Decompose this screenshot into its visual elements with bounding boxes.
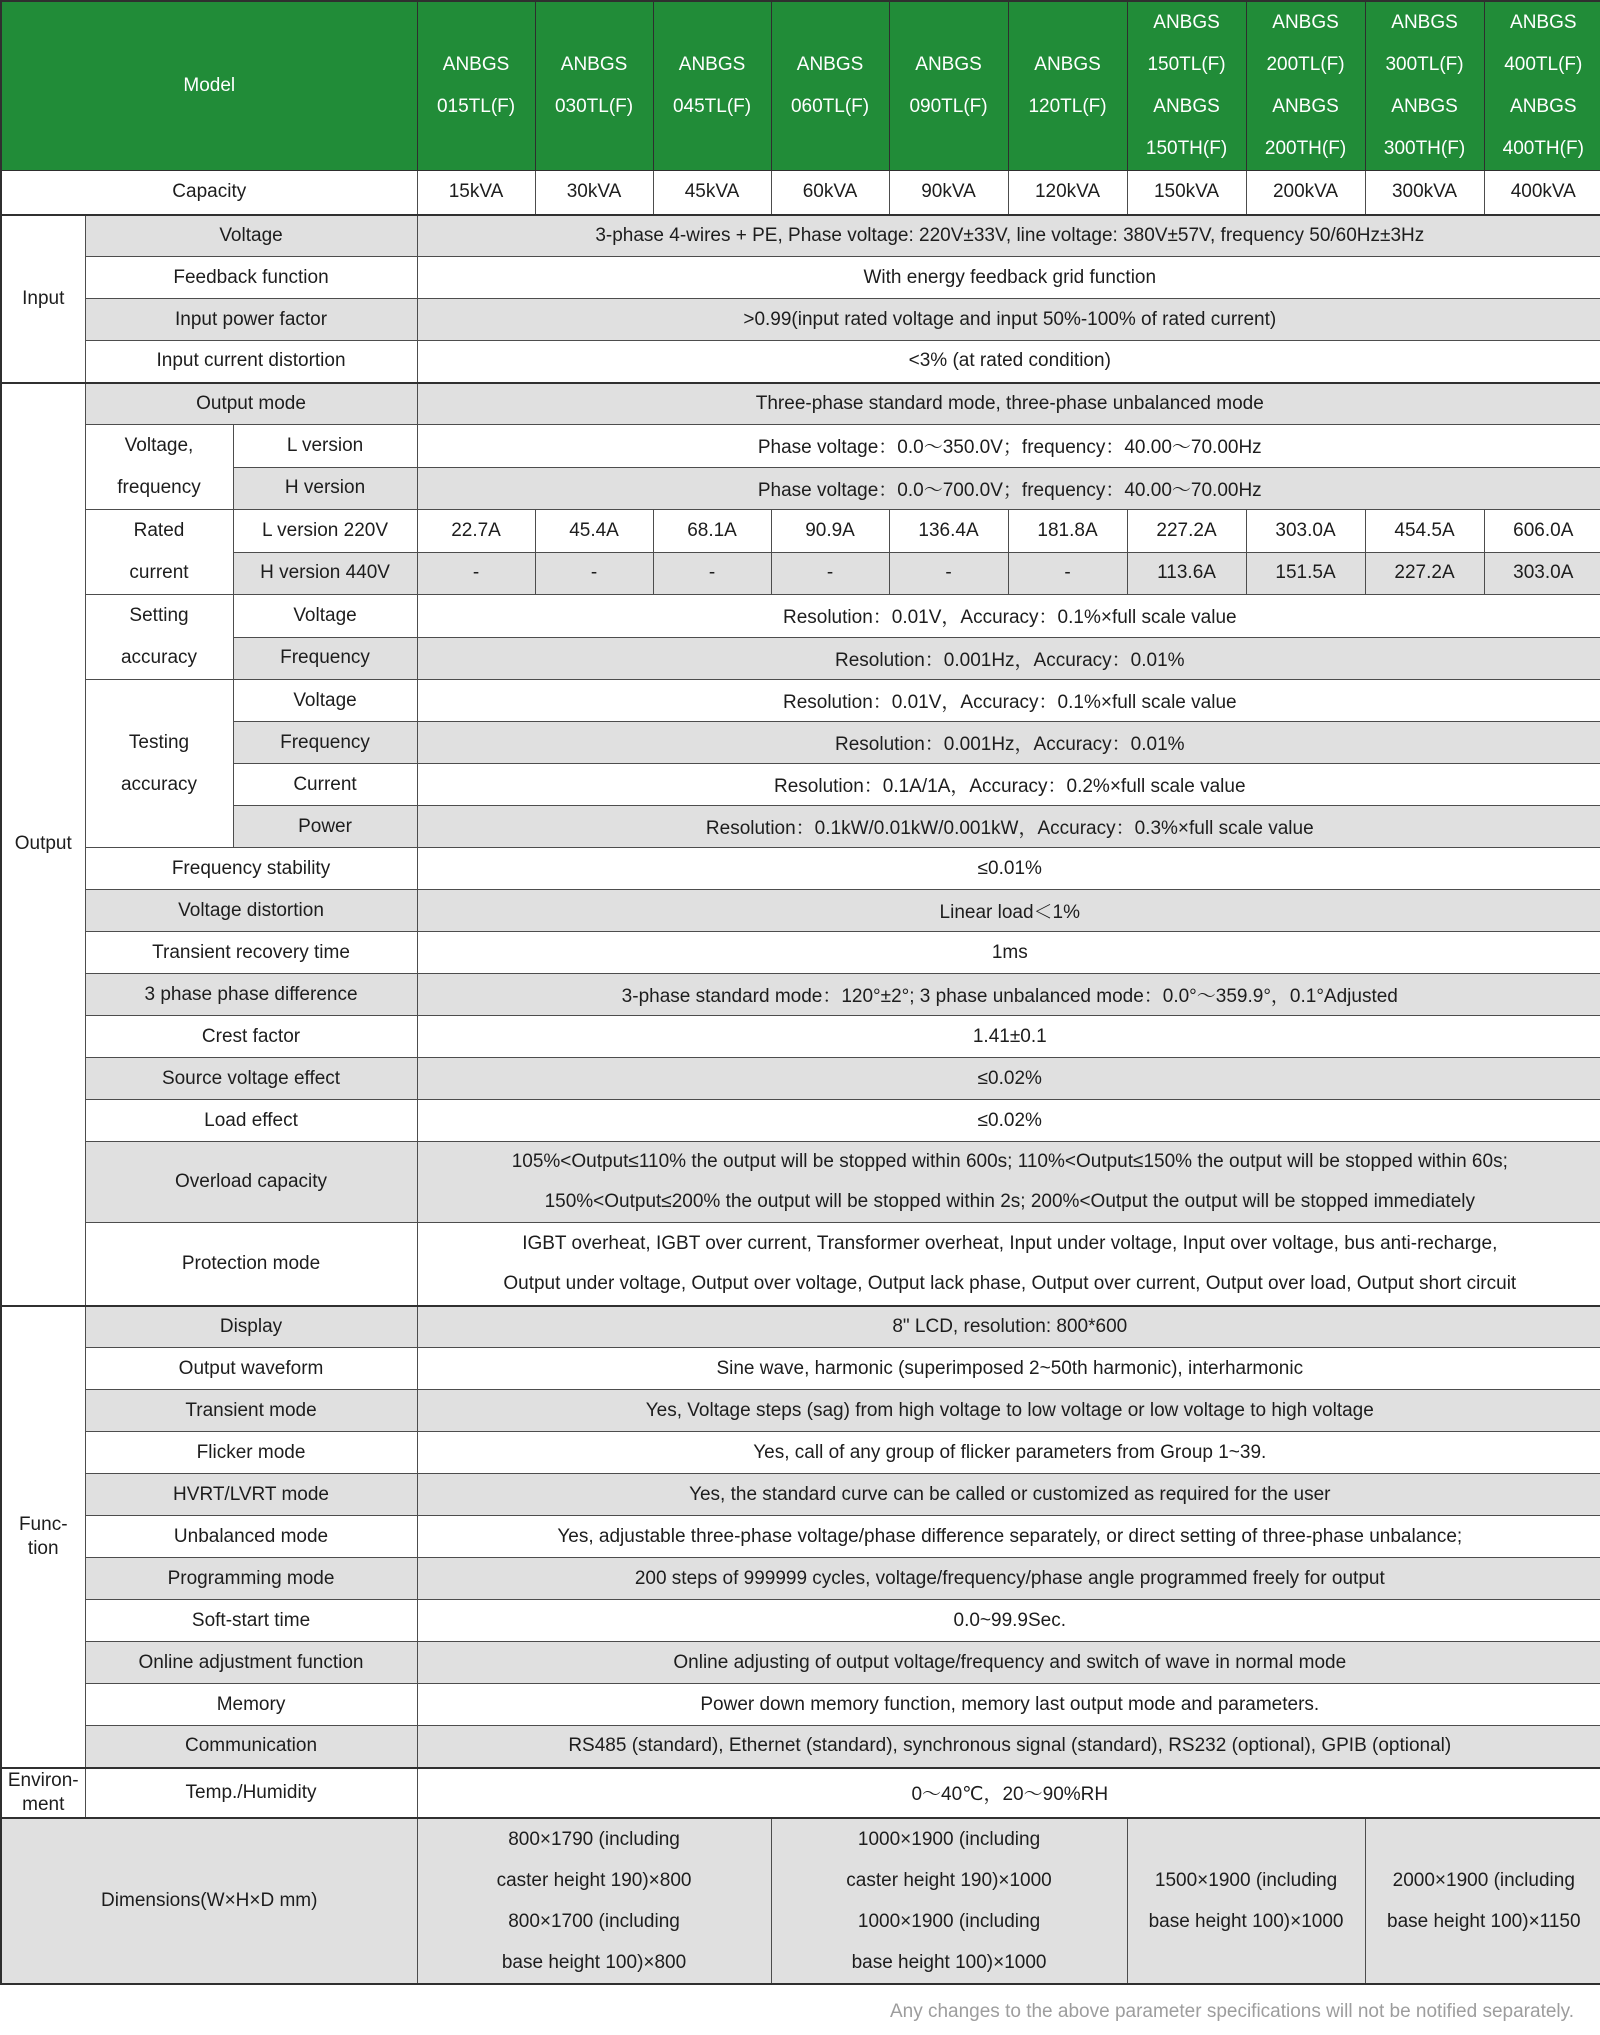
model-name: 150TH(F) bbox=[1145, 138, 1228, 159]
row-label: Power bbox=[233, 806, 417, 848]
model-name: ANBGS bbox=[1034, 54, 1101, 75]
dimensions-value bbox=[417, 1818, 771, 1984]
group-label-line: Setting bbox=[129, 605, 189, 626]
model-name: 030TL(F) bbox=[554, 96, 634, 117]
model-header-label: Model bbox=[1, 1, 417, 171]
dimensions-value bbox=[1365, 1818, 1600, 1984]
dimensions-value bbox=[1127, 1818, 1365, 1984]
capacity-value: 90kVA bbox=[889, 171, 1008, 215]
value-line: IGBT overheat, IGBT over current, Transformer overheat, Input under voltage, Input over voltage, bus anti-recharge, bbox=[522, 1232, 1498, 1254]
dimensions-row bbox=[1, 1818, 1600, 1984]
section-label-output: Output bbox=[1, 383, 85, 1306]
spec-row bbox=[1, 1432, 1600, 1474]
capacity-value: 200kVA bbox=[1246, 171, 1365, 215]
model-name: ANBGS bbox=[442, 54, 510, 75]
row-label: Voltage bbox=[85, 215, 417, 257]
row-label: Online adjustment function bbox=[85, 1642, 417, 1684]
row-label: Soft-start time bbox=[85, 1600, 417, 1642]
spec-row bbox=[1, 341, 1600, 383]
row-label: Load effect bbox=[85, 1100, 417, 1142]
section-label-input: Input bbox=[1, 215, 85, 383]
model-name: ANBGS bbox=[1510, 96, 1577, 117]
spec-row bbox=[1, 215, 1600, 257]
spec-row bbox=[1, 1348, 1600, 1390]
row-label: L version bbox=[233, 425, 417, 468]
model-name: ANBGS bbox=[1153, 96, 1220, 117]
row-label: Programming mode bbox=[85, 1558, 417, 1600]
model-name: 045TL(F) bbox=[672, 96, 752, 117]
value-line: 150%<Output≤200% the output will be stopped within 2s; 200%<Output the output will be stopped immediately bbox=[544, 1191, 1475, 1212]
rated-current-value: 22.7A bbox=[417, 510, 535, 553]
spec-row bbox=[1, 1558, 1600, 1600]
section-label-line: ment bbox=[22, 1793, 65, 1815]
row-value: ≤0.02% bbox=[417, 1100, 1600, 1142]
spec-row bbox=[1, 1516, 1600, 1558]
row-label: Voltage bbox=[233, 680, 417, 722]
row-label: Feedback function bbox=[85, 257, 417, 299]
row-label: 3 phase phase difference bbox=[85, 974, 417, 1016]
spec-row bbox=[1, 425, 1600, 468]
row-label: Transient mode bbox=[85, 1390, 417, 1432]
row-value: Resolution：0.1A/1A，Accuracy：0.2%×full scale value bbox=[417, 764, 1600, 806]
model-name: 200TL(F) bbox=[1266, 54, 1345, 75]
model-header-cell bbox=[1484, 1, 1600, 171]
value-line: 105%<Output≤110% the output will be stopped within 600s; 110%<Output≤150% the output will be stopped within 60s; bbox=[511, 1151, 1508, 1172]
group-label-line: Testing bbox=[128, 731, 190, 753]
row-value: Phase voltage：0.0～700.0V；frequency：40.00～70.00Hz bbox=[417, 467, 1600, 510]
rated-current-value: 90.9A bbox=[771, 510, 889, 553]
value-line: 1000×1900 (including bbox=[857, 1910, 1041, 1932]
spec-row bbox=[1, 510, 1600, 553]
spec-row bbox=[1, 1142, 1600, 1223]
row-label: Current bbox=[233, 764, 417, 806]
rated-current-value: - bbox=[1008, 552, 1127, 595]
spec-row bbox=[1, 848, 1600, 890]
model-name: ANBGS bbox=[1391, 12, 1458, 33]
row-label: Display bbox=[85, 1306, 417, 1348]
group-label-line: frequency bbox=[117, 477, 201, 498]
row-label: Protection mode bbox=[85, 1223, 417, 1306]
spec-row bbox=[1, 552, 1600, 595]
row-value: 1ms bbox=[417, 932, 1600, 974]
row-value: 8" LCD, resolution: 800*600 bbox=[417, 1306, 1600, 1348]
value-line: 800×1700 (including bbox=[508, 1910, 680, 1932]
row-label: Output waveform bbox=[85, 1348, 417, 1390]
model-header-cell bbox=[535, 1, 653, 171]
row-value: <3% (at rated condition) bbox=[417, 341, 1600, 383]
row-value: With energy feedback grid function bbox=[417, 257, 1600, 299]
section-label-environment bbox=[1, 1768, 85, 1818]
spec-row bbox=[1, 299, 1600, 341]
model-name: ANBGS bbox=[1391, 96, 1458, 117]
rated-current-value: - bbox=[417, 552, 535, 595]
row-label: HVRT/LVRT mode bbox=[85, 1474, 417, 1516]
model-header-cell bbox=[1246, 1, 1365, 171]
section-label-line: tion bbox=[27, 1537, 59, 1559]
capacity-value: 120kVA bbox=[1008, 171, 1127, 215]
spec-row bbox=[1, 1684, 1600, 1726]
row-value bbox=[417, 1223, 1600, 1306]
row-label: Transient recovery time bbox=[85, 932, 417, 974]
row-label: Unbalanced mode bbox=[85, 1516, 417, 1558]
group-label-line: current bbox=[129, 562, 189, 583]
rated-current-value: 227.2A bbox=[1365, 552, 1484, 595]
spec-row bbox=[1, 806, 1600, 848]
row-value: Resolution：0.001Hz，Accuracy：0.01% bbox=[417, 722, 1600, 764]
spec-row bbox=[1, 1768, 1600, 1818]
rated-current-value: 68.1A bbox=[653, 510, 771, 553]
row-value: Yes, call of any group of flicker parameters from Group 1~39. bbox=[417, 1432, 1600, 1474]
spec-row bbox=[1, 257, 1600, 299]
spec-row bbox=[1, 1306, 1600, 1348]
row-value: Sine wave, harmonic (superimposed 2~50th harmonic), interharmonic bbox=[417, 1348, 1600, 1390]
spec-row bbox=[1, 467, 1600, 510]
row-value: Resolution：0.01V，Accuracy：0.1%×full scale value bbox=[417, 680, 1600, 722]
row-label: Voltage bbox=[233, 595, 417, 638]
row-value: Linear load＜1% bbox=[417, 890, 1600, 932]
capacity-value: 15kVA bbox=[417, 171, 535, 215]
group-label-line: accuracy bbox=[120, 647, 198, 668]
row-value: 3-phase standard mode：120°±2°; 3 phase unbalanced mode：0.0°～359.9°，0.1°Adjusted bbox=[417, 974, 1600, 1016]
model-name: 120TL(F) bbox=[1028, 96, 1107, 117]
row-value bbox=[417, 1142, 1600, 1223]
rated-current-value: 227.2A bbox=[1127, 510, 1246, 553]
capacity-row bbox=[1, 171, 1600, 215]
spec-row bbox=[1, 764, 1600, 806]
model-name: ANBGS bbox=[1272, 12, 1339, 33]
row-value: ≤0.01% bbox=[417, 848, 1600, 890]
row-value: Yes, adjustable three-phase voltage/phase difference separately, or direct setting of three-phase unbalance; bbox=[417, 1516, 1600, 1558]
group-label-line: accuracy bbox=[120, 773, 198, 795]
row-value: Resolution：0.001Hz，Accuracy：0.01% bbox=[417, 637, 1600, 680]
model-name: ANBGS bbox=[1153, 12, 1220, 33]
model-header-row bbox=[1, 1, 1600, 171]
row-label: Input current distortion bbox=[85, 341, 417, 383]
row-label: Frequency stability bbox=[85, 848, 417, 890]
spec-row bbox=[1, 890, 1600, 932]
rated-current-value: - bbox=[889, 552, 1008, 595]
spec-row bbox=[1, 1100, 1600, 1142]
spec-row bbox=[1, 722, 1600, 764]
row-value: 0.0~99.9Sec. bbox=[417, 1600, 1600, 1642]
model-name: ANBGS bbox=[1272, 96, 1339, 117]
spec-row bbox=[1, 680, 1600, 722]
model-name: 300TL(F) bbox=[1385, 54, 1464, 75]
spec-row bbox=[1, 1642, 1600, 1684]
model-name: 090TL(F) bbox=[909, 96, 988, 117]
rated-current-value: 303.0A bbox=[1484, 552, 1600, 595]
value-line: 1500×1900 (including bbox=[1154, 1869, 1338, 1891]
section-label-function bbox=[1, 1306, 85, 1768]
spec-row bbox=[1, 637, 1600, 680]
rated-current-value: 454.5A bbox=[1365, 510, 1484, 553]
row-label: Communication bbox=[85, 1726, 417, 1768]
row-value: 200 steps of 999999 cycles, voltage/frequency/phase angle programmed freely for output bbox=[417, 1558, 1600, 1600]
model-header-cell bbox=[417, 1, 535, 171]
row-value: >0.99(input rated voltage and input 50%-100% of rated current) bbox=[417, 299, 1600, 341]
model-name: ANBGS bbox=[796, 54, 864, 75]
rated-current-value: 181.8A bbox=[1008, 510, 1127, 553]
row-value: Power down memory function, memory last output mode and parameters. bbox=[417, 1684, 1600, 1726]
spec-row bbox=[1, 1600, 1600, 1642]
spec-row bbox=[1, 1474, 1600, 1516]
row-label: L version 220V bbox=[233, 510, 417, 553]
row-label: Frequency bbox=[233, 722, 417, 764]
spec-row bbox=[1, 1058, 1600, 1100]
spec-row bbox=[1, 1726, 1600, 1768]
model-name: ANBGS bbox=[560, 54, 628, 75]
row-label: Input power factor bbox=[85, 299, 417, 341]
row-label: Frequency bbox=[233, 637, 417, 680]
rated-current-value: 606.0A bbox=[1484, 510, 1600, 553]
spec-row bbox=[1, 383, 1600, 425]
row-value: Three-phase standard mode, three-phase unbalanced mode bbox=[417, 383, 1600, 425]
rated-current-value: 45.4A bbox=[535, 510, 653, 553]
spec-row bbox=[1, 932, 1600, 974]
value-line: base height 100)×1150 bbox=[1387, 1910, 1581, 1932]
row-label: Flicker mode bbox=[85, 1432, 417, 1474]
model-header-cell bbox=[1127, 1, 1246, 171]
rated-current-value: 113.6A bbox=[1127, 552, 1246, 595]
rated-current-value: - bbox=[535, 552, 653, 595]
row-value: 3-phase 4-wires + PE, Phase voltage: 220V±33V, line voltage: 380V±57V, frequency 50/60Hz±3Hz bbox=[417, 215, 1600, 257]
value-line: base height 100)×1000 bbox=[851, 1951, 1047, 1973]
spec-row bbox=[1, 1016, 1600, 1058]
group-label-voltage-frequency bbox=[85, 425, 233, 510]
capacity-value: 45kVA bbox=[653, 171, 771, 215]
value-line: 2000×1900 (including bbox=[1392, 1869, 1575, 1891]
row-label: H version bbox=[233, 467, 417, 510]
model-name: ANBGS bbox=[1510, 12, 1577, 33]
row-value: RS485 (standard), Ethernet (standard), synchronous signal (standard), RS232 (optional), GPIB (optional) bbox=[417, 1726, 1600, 1768]
value-line: 800×1790 (including bbox=[508, 1828, 680, 1850]
rated-current-value: - bbox=[653, 552, 771, 595]
row-label: H version 440V bbox=[233, 552, 417, 595]
section-label-line: Environ- bbox=[7, 1769, 79, 1791]
model-name: ANBGS bbox=[678, 54, 746, 75]
row-value: Resolution：0.1kW/0.01kW/0.001kW，Accuracy：0.3%×full scale value bbox=[417, 806, 1600, 848]
section-label-line: Func- bbox=[18, 1513, 68, 1535]
row-label: Overload capacity bbox=[85, 1142, 417, 1223]
spec-row bbox=[1, 595, 1600, 638]
row-value: Yes, Voltage steps (sag) from high voltage to low voltage or low voltage to high voltage bbox=[417, 1390, 1600, 1432]
rated-current-value: - bbox=[771, 552, 889, 595]
row-label: Output mode bbox=[85, 383, 417, 425]
model-name: 200TH(F) bbox=[1264, 138, 1347, 159]
spec-row bbox=[1, 974, 1600, 1016]
model-name: 400TH(F) bbox=[1502, 138, 1584, 159]
row-value: 1.41±0.1 bbox=[417, 1016, 1600, 1058]
row-value: 0～40℃，20～90%RH bbox=[417, 1768, 1600, 1818]
capacity-value: 300kVA bbox=[1365, 171, 1484, 215]
row-value: Online adjusting of output voltage/frequency and switch of wave in normal mode bbox=[417, 1642, 1600, 1684]
capacity-value: 400kVA bbox=[1484, 171, 1600, 215]
value-line: Output under voltage, Output over voltage, Output lack phase, Output over current, Output over load, Output short circuit bbox=[503, 1272, 1517, 1294]
group-label-setting-accuracy bbox=[85, 595, 233, 680]
model-name: ANBGS bbox=[915, 54, 982, 75]
group-label-line: Rated bbox=[133, 520, 185, 541]
capacity-value: 60kVA bbox=[771, 171, 889, 215]
model-name: 300TH(F) bbox=[1383, 138, 1466, 159]
model-name: 150TL(F) bbox=[1147, 54, 1226, 75]
value-line: 1000×1900 (including bbox=[857, 1828, 1041, 1850]
row-label: Temp./Humidity bbox=[85, 1768, 417, 1818]
spec-row bbox=[1, 1390, 1600, 1432]
group-label-line: Voltage, bbox=[124, 435, 194, 456]
row-label: Source voltage effect bbox=[85, 1058, 417, 1100]
model-header-cell bbox=[1365, 1, 1484, 171]
group-label-testing-accuracy bbox=[85, 680, 233, 848]
model-name: 060TL(F) bbox=[790, 96, 870, 117]
capacity-label: Capacity bbox=[1, 171, 417, 215]
value-line: base height 100)×800 bbox=[501, 1951, 687, 1973]
dimensions-value bbox=[771, 1818, 1127, 1984]
rated-current-value: 151.5A bbox=[1246, 552, 1365, 595]
rated-current-value: 136.4A bbox=[889, 510, 1008, 553]
row-value: Phase voltage：0.0～350.0V；frequency：40.00～70.00Hz bbox=[417, 425, 1600, 468]
model-header-cell bbox=[889, 1, 1008, 171]
capacity-value: 30kVA bbox=[535, 171, 653, 215]
spec-row bbox=[1, 1223, 1600, 1306]
capacity-value: 150kVA bbox=[1127, 171, 1246, 215]
row-label: Memory bbox=[85, 1684, 417, 1726]
row-value: Resolution：0.01V，Accuracy：0.1%×full scale value bbox=[417, 595, 1600, 638]
row-label: Crest factor bbox=[85, 1016, 417, 1058]
row-label: Voltage distortion bbox=[85, 890, 417, 932]
value-line: caster height 190)×800 bbox=[496, 1869, 692, 1891]
row-value: Yes, the standard curve can be called or customized as required for the user bbox=[417, 1474, 1600, 1516]
model-header-cell bbox=[771, 1, 889, 171]
value-line: base height 100)×1000 bbox=[1148, 1910, 1344, 1932]
model-name: 400TL(F) bbox=[1504, 54, 1583, 75]
model-header-cell bbox=[1008, 1, 1127, 171]
row-value: ≤0.02% bbox=[417, 1058, 1600, 1100]
group-label-rated-current bbox=[85, 510, 233, 595]
rated-current-value: 303.0A bbox=[1246, 510, 1365, 553]
model-name: 015TL(F) bbox=[436, 96, 516, 117]
model-header-cell bbox=[653, 1, 771, 171]
dimensions-label: Dimensions(W×H×D mm) bbox=[1, 1818, 417, 1984]
value-line: caster height 190)×1000 bbox=[846, 1869, 1052, 1891]
footer-note: Any changes to the above parameter specifications will not be notified separately. bbox=[889, 2000, 1574, 2022]
